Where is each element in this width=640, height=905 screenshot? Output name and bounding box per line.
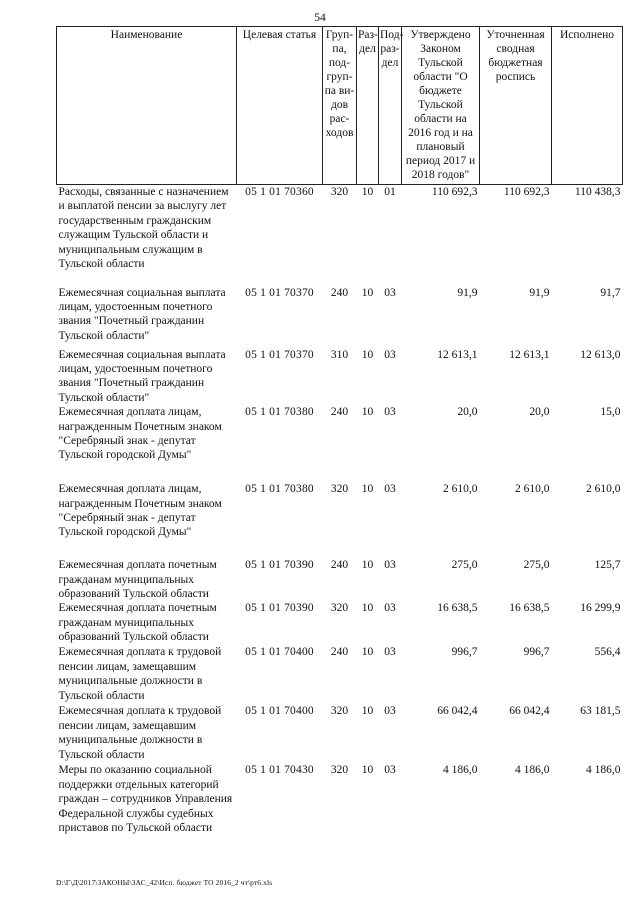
footer-file-path: D:\Г\Д\2017\ЗАКОНЫ\ЗАС_42\Исп. бюджет ТО 2016_2 чт\рт6.xls [56,878,273,887]
table-row [57,185,623,286]
row-subsection: 03 [384,559,396,572]
row-subsection: 01 [384,186,396,198]
row-section: 10 [361,348,374,361]
row-group: 240 [330,646,349,659]
row-subsection: 03 [384,646,396,659]
row-subsection: 03 [384,602,396,615]
row-name: Ежемесячная доплата лицам, награжденным Почетным знаком "Серебряный знак - депутат Тульской городской Думы" [58,483,222,539]
row-executed: 15,0 [600,406,621,419]
row-target-code: 05 1 01 70390 [245,602,314,615]
row-executed: 556,4 [594,646,621,659]
row-executed: 91,7 [600,286,621,299]
row-approved: 12 613,1 [437,348,478,361]
table-row [57,482,623,558]
row-target-code: 05 1 01 70390 [245,559,314,572]
row-group: 240 [330,559,349,572]
row-executed: 2 610,0 [586,483,621,496]
row-name: Ежемесячная доплата почетным гражданам муниципальных образований Тульской области [58,559,217,600]
row-name: Расходы, связанные с назначением и выплатой пенсии за выслугу лет государственным гражданским служащим Тульской области и муниципальным служащим в Тульской области [58,186,229,271]
header-group: Груп-па, под-груп-па ви-дов рас-ходов [323,27,357,185]
row-section: 10 [361,705,374,718]
header-subsection: Под-раз-дел [379,27,402,185]
row-subsection: 03 [384,764,396,777]
row-target-code: 05 1 01 70400 [245,705,314,718]
row-executed: 110 438,3 [574,186,621,198]
row-approved: 66 042,4 [437,705,478,718]
row-name: Ежемесячная социальная выплата лицам, удостоенным почетного звания "Почетный гражданин Тульской области" [58,286,226,342]
row-executed: 125,7 [594,559,621,572]
row-executed: 63 181,5 [580,705,621,718]
row-approved: 275,0 [451,559,478,572]
row-target-code: 05 1 01 70380 [245,483,314,496]
row-target-code: 05 1 01 70360 [245,186,314,198]
row-approved: 4 186,0 [443,764,478,777]
page-number: 54 [314,12,326,24]
row-section: 10 [361,764,374,777]
row-group: 310 [330,348,349,361]
row-approved: 110 692,3 [431,186,478,198]
row-section: 10 [361,559,374,572]
table-row [57,286,623,348]
header-revised: Уточненная сводная бюджетная роспись [480,27,552,185]
row-revised: 275,0 [523,559,550,572]
header-approved: Утверждено Законом Тульской области "О бюджете Тульской области на 2016 год и на плановый период 2017 и 2018 годов" [402,27,480,185]
table-header [57,27,623,185]
row-revised: 66 042,4 [509,705,550,718]
row-name: Меры по оказанию социальной поддержки отдельных категорий граждан – сотрудников Управления Федеральной службы судебных приставов по Тульской области [58,764,233,834]
row-approved: 2 610,0 [443,483,478,496]
table-row [57,601,623,645]
row-section: 10 [361,602,374,615]
row-target-code: 05 1 01 70370 [245,286,314,299]
row-revised: 20,0 [529,406,550,419]
row-subsection: 03 [384,483,396,496]
row-revised: 12 613,1 [509,348,550,361]
row-approved: 20,0 [457,406,478,419]
row-subsection: 03 [384,705,396,718]
row-approved: 996,7 [451,646,478,659]
row-target-code: 05 1 01 70370 [245,348,314,361]
table-row [57,558,623,601]
header-executed: Исполнено [552,27,623,185]
row-group: 240 [330,286,349,299]
row-revised: 2 610,0 [515,483,550,496]
row-section: 10 [361,186,374,198]
header-name: Наименование [57,27,237,185]
row-revised: 4 186,0 [515,764,550,777]
table-row [57,704,623,763]
header-section: Раз-дел [357,27,379,185]
row-name: Ежемесячная доплата к трудовой пенсии лицам, замещавшим муниципальные должности в Тульской области [58,646,222,702]
header-target: Целевая статья [237,27,323,185]
row-approved: 16 638,5 [437,602,478,615]
row-subsection: 03 [384,286,396,299]
row-target-code: 05 1 01 70380 [245,406,314,419]
table-row [57,645,623,704]
row-target-code: 05 1 01 70400 [245,646,314,659]
row-revised: 996,7 [523,646,550,659]
row-executed: 12 613,0 [580,348,621,361]
table-row [57,405,623,482]
row-name: Ежемесячная социальная выплата лицам, удостоенным почетного звания "Почетный гражданин Тульской области" [58,348,226,404]
row-executed: 4 186,0 [586,764,621,777]
row-group: 320 [330,602,349,615]
row-name: Ежемесячная доплата лицам, награжденным Почетным знаком "Серебряный знак - депутат Тульской городской Думы" [58,406,222,462]
row-executed: 16 299,9 [580,602,621,615]
row-group: 320 [330,483,349,496]
row-section: 10 [361,406,374,419]
row-target-code: 05 1 01 70430 [245,764,314,777]
row-group: 320 [330,186,349,198]
row-name: Ежемесячная доплата почетным гражданам муниципальных образований Тульской области [58,602,217,644]
table-body [57,185,623,844]
row-group: 240 [330,406,349,419]
row-group: 320 [330,705,349,718]
table-row [57,348,623,406]
row-section: 10 [361,483,374,496]
row-revised: 16 638,5 [509,602,550,615]
row-group: 320 [330,764,349,777]
row-subsection: 03 [384,406,396,419]
row-approved: 91,9 [457,286,478,299]
row-name: Ежемесячная доплата к трудовой пенсии лицам, замещавшим муниципальные должности в Тульской области [58,705,222,761]
row-revised: 110 692,3 [503,186,550,198]
budget-table [56,26,623,843]
row-section: 10 [361,286,374,299]
row-section: 10 [361,646,374,659]
table-row [57,763,623,843]
row-subsection: 03 [384,348,396,361]
row-revised: 91,9 [529,286,550,299]
